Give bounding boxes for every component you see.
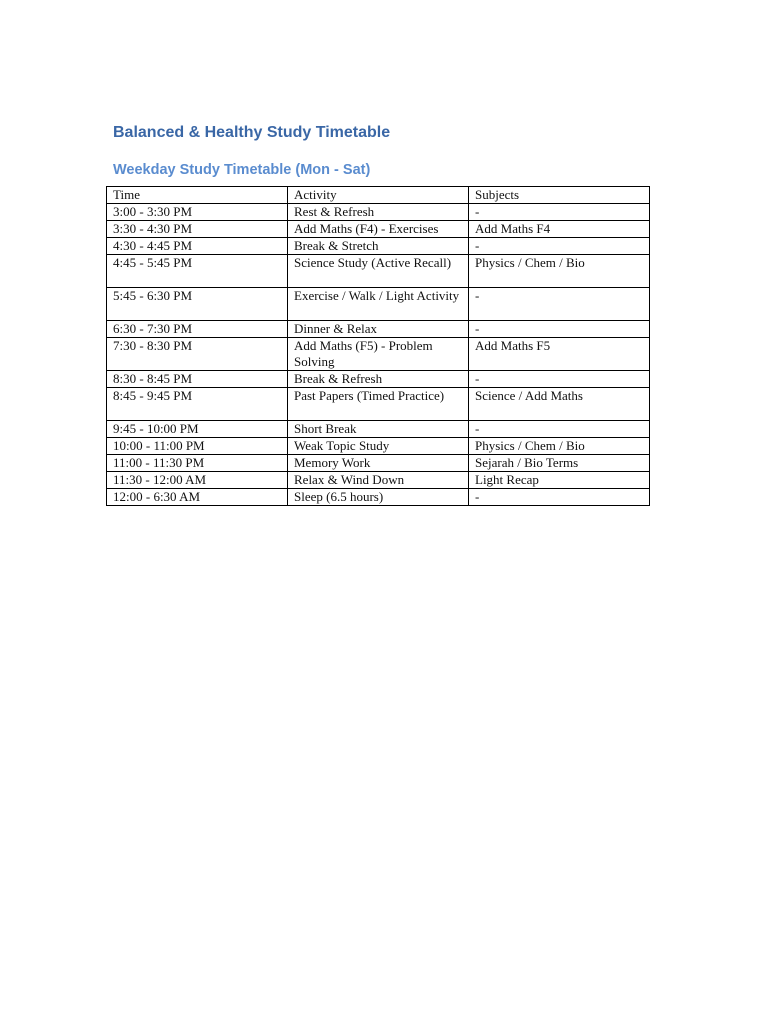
document-title: Balanced & Healthy Study Timetable (113, 124, 391, 141)
table-row (107, 472, 650, 489)
time-cell: 8:45 - 9:45 PM (107, 388, 288, 421)
subjects-cell: - (469, 489, 650, 506)
activity-cell: Break & Refresh (288, 371, 469, 388)
activity-cell: Break & Stretch (288, 238, 469, 255)
subjects-cell: - (469, 288, 650, 321)
column-header-subjects: Subjects (469, 187, 650, 204)
activity-cell: Short Break (288, 421, 469, 438)
table-row (107, 321, 650, 338)
subjects-cell: - (469, 371, 650, 388)
table-row (107, 421, 650, 438)
subjects-cell: Add Maths F4 (469, 221, 650, 238)
activity-cell: Rest & Refresh (288, 204, 469, 221)
activity-cell: Weak Topic Study (288, 438, 469, 455)
subjects-cell: Science / Add Maths (469, 388, 650, 421)
time-cell: 4:30 - 4:45 PM (107, 238, 288, 255)
time-cell: 11:00 - 11:30 PM (107, 455, 288, 472)
subjects-cell: Physics / Chem / Bio (469, 255, 650, 288)
time-cell: 4:45 - 5:45 PM (107, 255, 288, 288)
time-cell: 5:45 - 6:30 PM (107, 288, 288, 321)
table-row (107, 238, 650, 255)
activity-cell: Add Maths (F5) - Problem Solving (288, 338, 469, 371)
table-row (107, 438, 650, 455)
table-row (107, 255, 650, 288)
table-row (107, 489, 650, 506)
activity-cell: Memory Work (288, 455, 469, 472)
table-row (107, 371, 650, 388)
table-row (107, 388, 650, 421)
timetable (106, 186, 650, 506)
table-row (107, 455, 650, 472)
activity-cell: Relax & Wind Down (288, 472, 469, 489)
table-row (107, 204, 650, 221)
activity-cell: Sleep (6.5 hours) (288, 489, 469, 506)
subjects-cell: - (469, 204, 650, 221)
subjects-cell: - (469, 321, 650, 338)
activity-cell: Past Papers (Timed Practice) (288, 388, 469, 421)
time-cell: 10:00 - 11:00 PM (107, 438, 288, 455)
time-cell: 9:45 - 10:00 PM (107, 421, 288, 438)
time-cell: 3:00 - 3:30 PM (107, 204, 288, 221)
time-cell: 3:30 - 4:30 PM (107, 221, 288, 238)
subjects-cell: Add Maths F5 (469, 338, 650, 371)
subjects-cell: - (469, 421, 650, 438)
column-header-activity: Activity (288, 187, 469, 204)
time-cell: 8:30 - 8:45 PM (107, 371, 288, 388)
time-cell: 11:30 - 12:00 AM (107, 472, 288, 489)
time-cell: 6:30 - 7:30 PM (107, 321, 288, 338)
activity-cell: Dinner & Relax (288, 321, 469, 338)
subjects-cell: Physics / Chem / Bio (469, 438, 650, 455)
table-row (107, 288, 650, 321)
table-row (107, 338, 650, 371)
section-title: Weekday Study Timetable (Mon - Sat) (113, 162, 371, 178)
activity-cell: Add Maths (F4) - Exercises (288, 221, 469, 238)
time-cell: 7:30 - 8:30 PM (107, 338, 288, 371)
time-cell: 12:00 - 6:30 AM (107, 489, 288, 506)
subjects-cell: Light Recap (469, 472, 650, 489)
table-row (107, 221, 650, 238)
activity-cell: Science Study (Active Recall) (288, 255, 469, 288)
activity-cell: Exercise / Walk / Light Activity (288, 288, 469, 321)
subjects-cell: - (469, 238, 650, 255)
column-header-time: Time (107, 187, 288, 204)
table-header-row (107, 187, 650, 204)
subjects-cell: Sejarah / Bio Terms (469, 455, 650, 472)
